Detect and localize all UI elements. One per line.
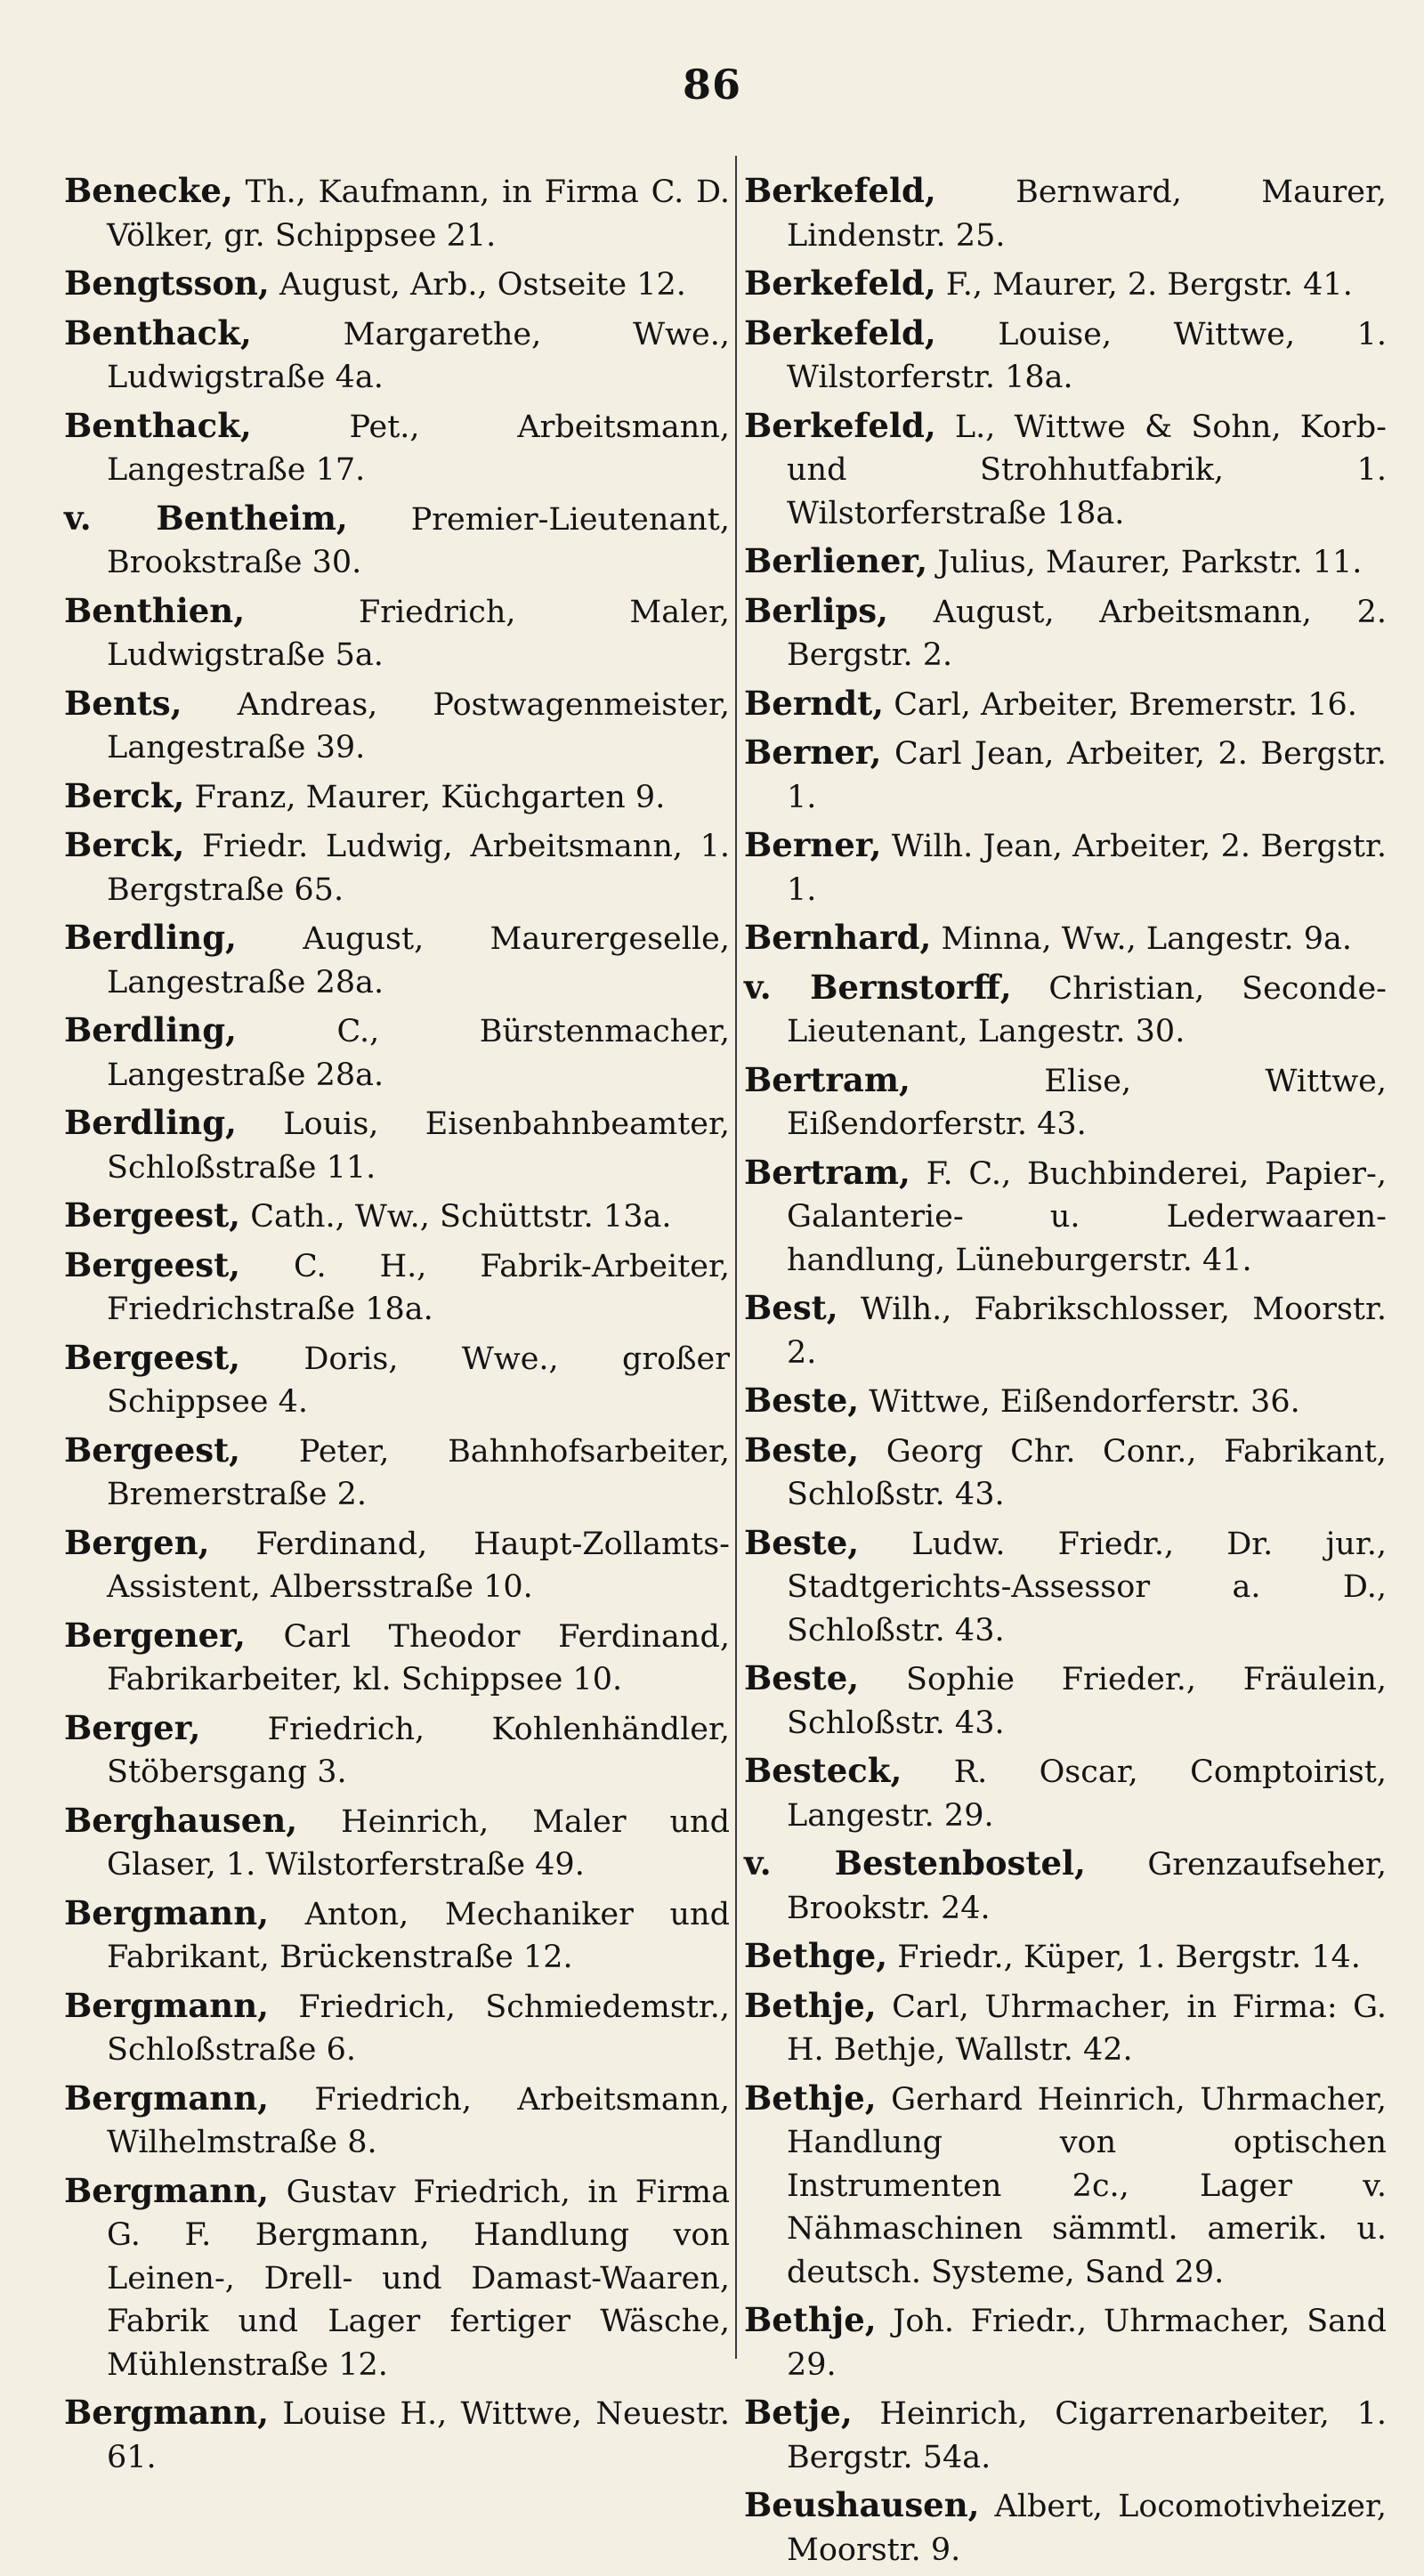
directory-entry xyxy=(64,2391,730,2479)
entry-surname: Bengtsson, xyxy=(64,263,270,303)
directory-entry xyxy=(744,1379,1387,1424)
directory-entry xyxy=(64,1101,730,1189)
directory-entry xyxy=(744,1429,1387,1517)
directory-entry xyxy=(64,774,730,820)
entry-details: Friedr., Küper, 1. Bergstr. 14. xyxy=(887,1940,1361,1975)
entry-surname: Berkefeld, xyxy=(744,171,936,210)
directory-entry xyxy=(744,1657,1387,1745)
entry-details: Carl Jean, Arbeiter, 2. Bergstr. 1. xyxy=(787,736,1387,815)
entry-details: Gerhard Heinrich, Uhrmacher, Handlung von optischen Instrumenten 2c., Lager v. Nähmaschinen sämmtl. amerik. u. deutsch. Systeme, Sand 29. xyxy=(787,2081,1387,2290)
entry-details: Andreas, Postwagenmeister, Langestraße 39. xyxy=(107,686,730,766)
directory-entry xyxy=(744,2391,1387,2479)
entry-details: Gustav Friedrich, in Firma G. F. Bergmann, Handlung von Leinen-, Drell- und Damast-Waaren, Fabrik und Lager fertiger Wäsche, Mühlenstraße 12. xyxy=(107,2174,730,2383)
entry-surname: Bethje, xyxy=(744,2300,877,2339)
entry-surname: Bergeest, xyxy=(64,1195,241,1235)
directory-entry xyxy=(64,589,730,677)
directory-entry xyxy=(64,1706,730,1794)
entry-surname: Best, xyxy=(744,1288,838,1327)
entry-details: C. H., Fabrik-Arbeiter, Friedrichstraße 18a. xyxy=(107,1248,730,1327)
entry-details: Friedrich, Arbeitsmann, Wilhelmstraße 8. xyxy=(107,2081,730,2160)
entry-surname: Berndt, xyxy=(744,683,885,723)
entry-surname: Bethje, xyxy=(744,1985,877,2025)
entry-details: Ludw. Friedr., Dr. jur., Stadtgerichts-Assessor a. D., Schloßstr. 43. xyxy=(787,1526,1387,1648)
entry-details: Carl Theodor Ferdinand, Fabrikarbeiter, kl. Schippsee 10. xyxy=(107,1618,730,1697)
right-column xyxy=(744,169,1387,2576)
entry-details: Margarethe, Wwe., Ludwigstraße 4a. xyxy=(107,316,730,395)
entry-surname: Berck, xyxy=(64,775,185,815)
directory-entry xyxy=(64,1891,730,1980)
left-column xyxy=(64,169,730,2483)
entry-details: F. C., Buchbinderei, Papier-, Galanterie- u. Lederwaaren-handlung, Lüneburgerstr. 41. xyxy=(787,1155,1387,1278)
directory-entry xyxy=(64,682,730,770)
directory-entry xyxy=(744,262,1387,307)
directory-entry xyxy=(64,1009,730,1097)
entry-surname: Bergmann, xyxy=(64,2393,269,2432)
directory-entry xyxy=(64,312,730,400)
entry-surname: Beste, xyxy=(744,1522,860,1562)
directory-entry xyxy=(744,1842,1387,1930)
entry-surname: Benthien, xyxy=(64,590,246,630)
entry-surname: v. Bentheim, xyxy=(64,498,348,538)
directory-entry xyxy=(744,539,1387,585)
directory-entry xyxy=(744,1749,1387,1837)
entry-surname: v. Bernstorff, xyxy=(744,967,1012,1007)
entry-details: Bernward, Maurer, Lindenstr. 25. xyxy=(787,174,1387,254)
directory-entry xyxy=(64,497,730,585)
entry-surname: Benecke, xyxy=(64,171,233,210)
directory-entry xyxy=(64,2169,730,2387)
column-divider xyxy=(735,156,737,2359)
entry-details: Friedrich, Maler, Ludwigstraße 5a. xyxy=(107,594,730,673)
entry-surname: Beste, xyxy=(744,1381,860,1420)
entry-details: Franz, Maurer, Küchgarten 9. xyxy=(184,779,666,815)
entry-details: Heinrich, Maler und Glaser, 1. Wilstorferstraße 49. xyxy=(107,1803,730,1883)
directory-entry xyxy=(64,916,730,1004)
entry-surname: Bergen, xyxy=(64,1522,210,1562)
directory-entry xyxy=(744,682,1387,727)
directory-entry xyxy=(64,823,730,911)
entry-surname: Berck, xyxy=(64,825,185,864)
entry-surname: v. Bestenbostel, xyxy=(744,1843,1086,1883)
entry-details: August, Arbeitsmann, 2. Bergstr. 2. xyxy=(787,594,1387,673)
directory-entry xyxy=(744,169,1387,257)
directory-entry xyxy=(744,2298,1387,2386)
entry-details: Wilh. Jean, Arbeiter, 2. Bergstr. 1. xyxy=(787,829,1387,908)
entry-details: C., Bürstenmacher, Langestraße 28a. xyxy=(107,1014,730,1093)
directory-entry xyxy=(64,2077,730,2165)
entry-surname: Berkefeld, xyxy=(744,263,936,303)
entry-details: Louis, Eisenbahnbeamter, Schloßstraße 11. xyxy=(107,1106,730,1186)
entry-details: Friedrich, Schmiedemstr., Schloßstraße 6. xyxy=(107,1989,730,2068)
directory-entry xyxy=(744,404,1387,536)
entry-details: Cath., Ww., Schüttstr. 13a. xyxy=(240,1199,672,1235)
entry-surname: Bertram, xyxy=(744,1152,910,1192)
entry-details: Friedrich, Kohlenhändler, Stöbersgang 3. xyxy=(107,1711,730,1790)
entry-details: Th., Kaufmann, in Firma C. D. Völker, gr. Schippsee 21. xyxy=(107,174,730,254)
entry-details: Grenzaufseher, Brookstr. 24. xyxy=(787,1847,1388,1926)
entry-surname: Berdling, xyxy=(64,918,237,957)
entry-details: Julius, Maurer, Parkstr. 11. xyxy=(927,545,1363,580)
entry-surname: Beste, xyxy=(744,1430,860,1470)
entry-details: Heinrich, Cigarrenarbeiter, 1. Bergstr. 54a. xyxy=(787,2396,1387,2475)
entry-details: Sophie Frieder., Fräulein, Schloßstr. 43. xyxy=(787,1662,1387,1741)
directory-entry xyxy=(744,2077,1387,2295)
entry-surname: Benthack, xyxy=(64,312,252,352)
entry-surname: Bergener, xyxy=(64,1615,246,1655)
entry-surname: Berdling, xyxy=(64,1103,237,1142)
entry-details: Carl, Uhrmacher, in Firma: G. H. Bethje, Wallstr. 42. xyxy=(787,1989,1387,2068)
entry-details: Premier-Lieutenant, Brookstraße 30. xyxy=(107,501,730,580)
entry-details: Joh. Friedr., Uhrmacher, Sand 29. xyxy=(787,2304,1387,2383)
entry-surname: Berdling, xyxy=(64,1010,237,1049)
entry-surname: Bergeest, xyxy=(64,1430,241,1470)
directory-entry xyxy=(744,966,1387,1054)
directory-entry xyxy=(744,916,1387,961)
entry-surname: Berger, xyxy=(64,1707,201,1747)
page-number: 86 xyxy=(682,61,741,109)
entry-details: Elise, Wittwe, Eißendorferstr. 43. xyxy=(787,1063,1387,1142)
entry-details: Doris, Wwe., großer Schippsee 4. xyxy=(107,1341,730,1420)
entry-details: Peter, Bahnhofsarbeiter, Bremerstraße 2. xyxy=(107,1433,730,1512)
directory-entry xyxy=(64,404,730,492)
entry-surname: Beushausen, xyxy=(744,2485,980,2524)
entry-details: Anton, Mechaniker und Fabrikant, Brückenstraße 12. xyxy=(107,1896,730,1975)
entry-surname: Bethje, xyxy=(744,2078,877,2118)
entry-surname: Berner, xyxy=(744,733,882,772)
entry-details: Friedr. Ludwig, Arbeitsmann, 1. Bergstraße 65. xyxy=(107,829,730,908)
entry-details: Wilh., Fabrikschlosser, Moorstr. 2. xyxy=(787,1292,1387,1371)
directory-entry xyxy=(744,823,1387,911)
directory-entry xyxy=(64,262,730,307)
directory-entry xyxy=(744,1521,1387,1653)
entry-surname: Berkefeld, xyxy=(744,312,936,352)
entry-surname: Bethge, xyxy=(744,1936,888,1975)
entry-surname: Benthack, xyxy=(64,405,252,445)
entry-surname: Bernhard, xyxy=(744,918,932,957)
entry-details: August, Maurergeselle, Langestraße 28a. xyxy=(107,921,730,1000)
entry-surname: Bergmann, xyxy=(64,1892,269,1932)
entry-details: L., Wittwe & Sohn, Korb- und Strohhutfabrik, 1. Wilstorferstraße 18a. xyxy=(787,409,1387,531)
entry-details: Minna, Ww., Langestr. 9a. xyxy=(931,921,1353,957)
directory-entry xyxy=(64,1194,730,1239)
entry-details: Carl, Arbeiter, Bremerstr. 16. xyxy=(884,686,1357,723)
entry-details: August, Arb., Ostseite 12. xyxy=(269,267,686,303)
entry-surname: Bergmann, xyxy=(64,1985,269,2025)
entry-details: Christian, Seconde-Lieutenant, Langestr. 30. xyxy=(787,970,1388,1049)
entry-surname: Berner, xyxy=(744,825,882,864)
directory-entry xyxy=(744,731,1387,819)
directory-entry xyxy=(744,589,1387,677)
entry-details: Wittwe, Eißendorferstr. 36. xyxy=(859,1384,1300,1420)
directory-entry xyxy=(744,1286,1387,1374)
directory-entry xyxy=(744,2483,1387,2572)
entry-details: Louise H., Wittwe, Neuestr. 61. xyxy=(107,2396,730,2475)
directory-entry xyxy=(744,1984,1387,2072)
entry-surname: Berghausen, xyxy=(64,1800,298,1840)
entry-surname: Berliener, xyxy=(744,541,928,580)
directory-entry xyxy=(64,1243,730,1332)
directory-entry xyxy=(744,1151,1387,1283)
entry-details: Louise, Wittwe, 1. Wilstorferstr. 18a. xyxy=(787,316,1387,395)
entry-surname: Bergmann, xyxy=(64,2170,269,2210)
entry-details: Ferdinand, Haupt-Zollamts-Assistent, Albersstraße 10. xyxy=(107,1526,730,1605)
directory-entry xyxy=(744,312,1387,400)
directory-entry xyxy=(64,1799,730,1887)
directory-entry xyxy=(64,1521,730,1609)
directory-entry xyxy=(64,1984,730,2072)
entry-surname: Bergeest, xyxy=(64,1244,241,1284)
entry-surname: Beste, xyxy=(744,1658,860,1697)
entry-surname: Berlips, xyxy=(744,590,889,630)
entry-details: F., Maurer, 2. Bergstr. 41. xyxy=(935,267,1353,303)
entry-surname: Betje, xyxy=(744,2393,853,2432)
entry-surname: Bergmann, xyxy=(64,2078,269,2118)
directory-entry xyxy=(64,1429,730,1517)
entry-surname: Besteck, xyxy=(744,1751,902,1790)
directory-entry xyxy=(64,1614,730,1702)
entry-details: R. Oscar, Comptoirist, Langestr. 29. xyxy=(787,1754,1387,1834)
entry-details: Pet., Arbeitsmann, Langestraße 17. xyxy=(107,409,730,488)
directory-entry xyxy=(744,1058,1387,1146)
entry-surname: Bergeest, xyxy=(64,1337,241,1377)
entry-surname: Berkefeld, xyxy=(744,405,936,445)
directory-entry xyxy=(64,1336,730,1424)
directory-entry xyxy=(64,169,730,257)
entry-surname: Bertram, xyxy=(744,1059,910,1099)
entry-surname: Bents, xyxy=(64,683,182,723)
entry-details: Albert, Locomotivheizer, Moorstr. 9. xyxy=(787,2489,1387,2568)
directory-entry xyxy=(744,1934,1387,1980)
entry-details: Georg Chr. Conr., Fabrikant, Schloßstr. 43. xyxy=(787,1433,1387,1512)
